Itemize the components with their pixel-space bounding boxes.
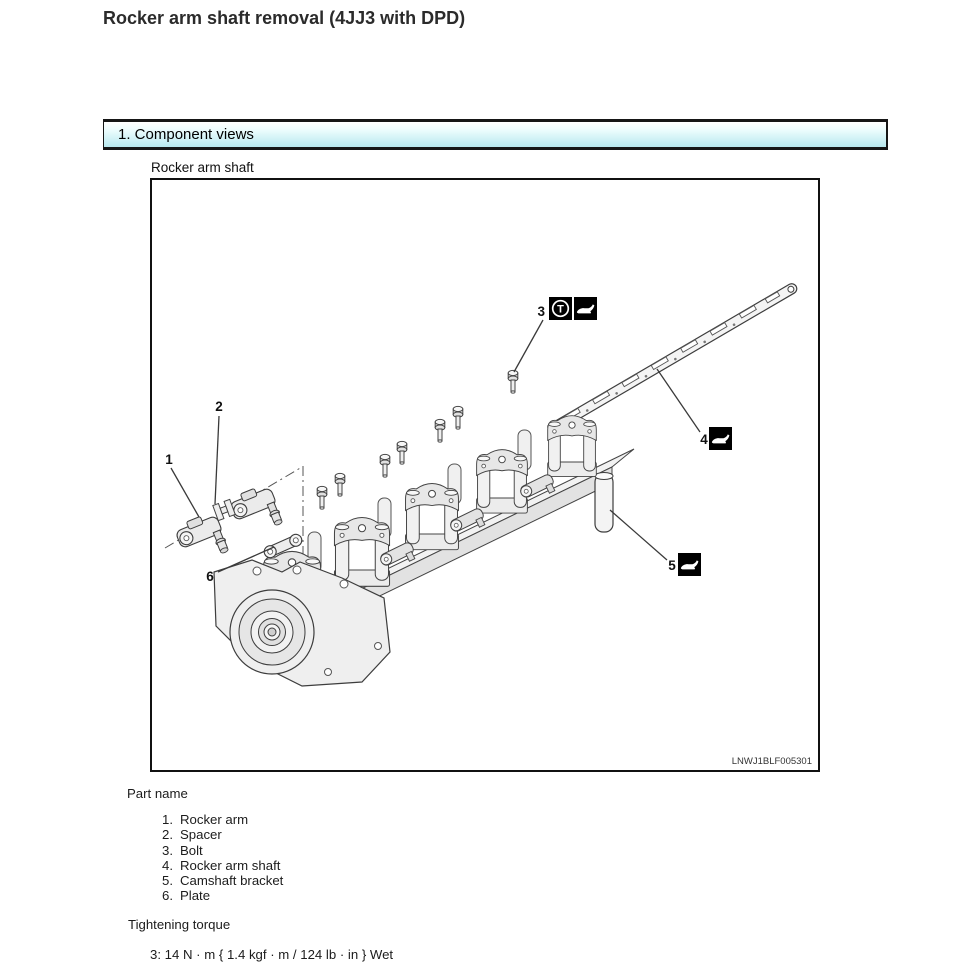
part-list-item xyxy=(155,812,283,827)
oil-can-icon xyxy=(709,427,732,450)
part-list-item xyxy=(155,843,283,858)
part-number: 1. xyxy=(162,812,173,827)
callout-3: 3 xyxy=(537,304,545,319)
page-title: Rocker arm shaft removal (4JJ3 with DPD) xyxy=(103,8,466,28)
callout-2: 2 xyxy=(215,399,223,414)
callout-1: 1 xyxy=(165,452,173,467)
callout-6: 6 xyxy=(206,569,214,584)
rocker-arm-part xyxy=(227,483,284,539)
tightening-torque-value: 3: 14 N · m { 1.4 kgf · m / 124 lb · in } Wet xyxy=(150,947,394,962)
part-list xyxy=(155,812,283,904)
callout-4: 4 xyxy=(700,432,708,447)
part-name: Rocker arm xyxy=(180,812,249,827)
part-name: Camshaft bracket xyxy=(180,873,284,889)
part-number: 4. xyxy=(162,857,173,873)
part-name: Spacer xyxy=(180,827,222,843)
spacer-part xyxy=(213,499,235,520)
part-list-item xyxy=(155,827,283,842)
section-header: 1. Component views xyxy=(103,119,888,150)
callout-5: 5 xyxy=(668,558,676,573)
part-number: 5. xyxy=(162,873,173,889)
camshaft-bracket-end-cylinder xyxy=(595,473,613,533)
part-name: Plate xyxy=(180,888,211,904)
part-name: Rocker arm shaft xyxy=(180,857,281,873)
part-list-item xyxy=(155,858,283,873)
part-list-item xyxy=(155,888,283,903)
part-number: 2. xyxy=(162,827,173,843)
figure-code: LNWJ1BLF005301 xyxy=(731,756,812,767)
torque-icon-letter: T xyxy=(557,303,564,316)
oil-can-icon xyxy=(678,553,701,576)
tightening-torque-heading: Tightening torque xyxy=(128,917,231,932)
part-name: Bolt xyxy=(180,842,203,858)
figure-caption: Rocker arm shaft xyxy=(151,160,254,175)
part-number: 3. xyxy=(162,842,173,858)
figure-box xyxy=(150,178,820,772)
exploded-view-diagram xyxy=(152,180,818,770)
part-list-item xyxy=(155,873,283,888)
torque-icon xyxy=(549,297,572,320)
oil-can-icon xyxy=(574,297,597,320)
part-number: 6. xyxy=(162,888,173,904)
part-name-heading: Part name xyxy=(127,786,188,801)
